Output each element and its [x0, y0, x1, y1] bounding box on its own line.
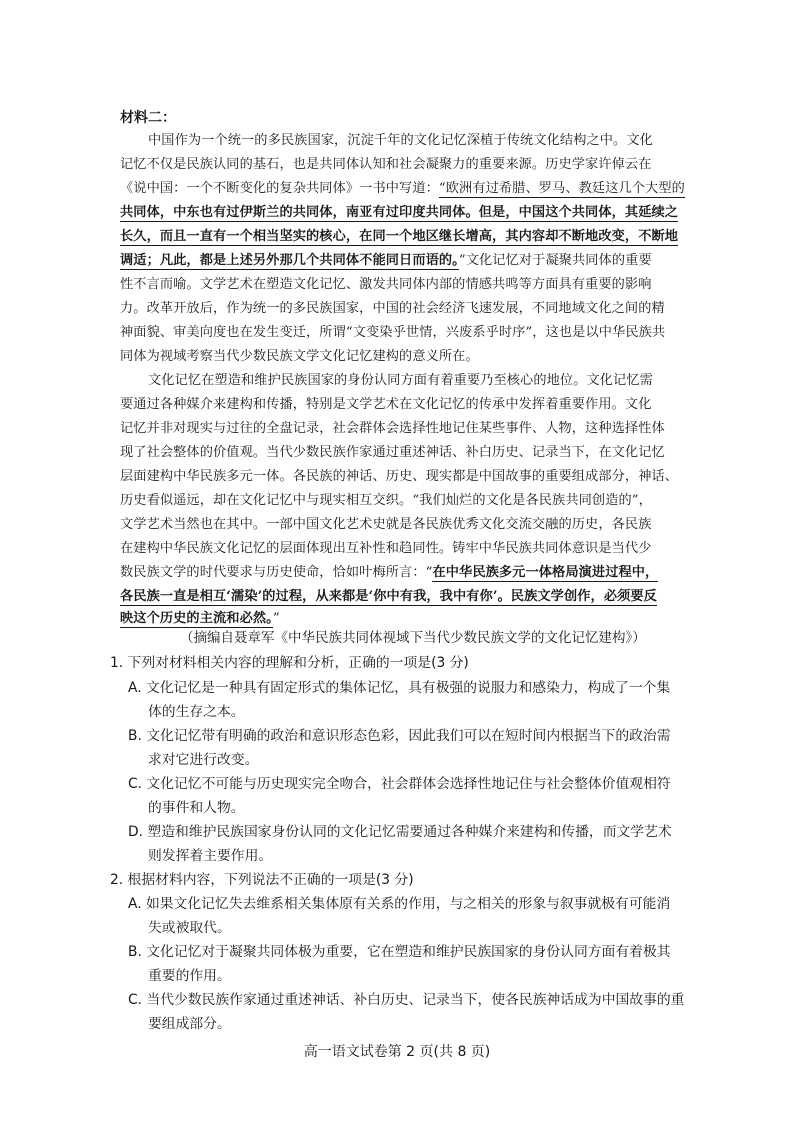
paragraph-line: 文化记忆在塑造和维护民族国家的身份认同方面有着重要乃至核心的地位。文化记忆需 — [148, 373, 653, 388]
underlined-quote: 长久，而且一直有一个相当坚实的核心，在同一个地区继长增高，其内容却不断地改变，不断地 — [120, 229, 679, 244]
paragraph-line: 神面貌、审美向度也在发生变迁，所谓“文变染乎世情，兴废系乎时序”，这也是以中华民族共 — [120, 325, 666, 340]
paragraph-line: 中国作为一个统一的多民族国家，沉淀千年的文化记忆深植于传统文化结构之中。文化 — [148, 133, 653, 148]
text-run: 数民族文学的时代要求与历史使命，恰如叶梅所言：“ — [120, 565, 433, 580]
option-a-continued: 失或被取代。 — [148, 920, 231, 936]
paragraph-line: 在建构中华民族文化记忆的层面体现出互补性和趋同性。铸牢中华民族共同体意识是当代少 — [120, 541, 652, 556]
paragraph-line — [120, 177, 710, 200]
option-d-continued: 则发挥着主要作用。 — [148, 848, 273, 864]
underlined-quote: 各民族一直是相互‘濡染’的过程，从来都是‘你中有我，我中有你’。民族文学创作，必须要反 — [120, 589, 657, 604]
underlined-quote: “欧洲有过希腊、罗马、教廷这几个大型的 — [438, 181, 685, 196]
option-c[interactable]: C. 当代少数民族作家通过重述神话、补白历史、记录当下，使各民族神话成为中国故事的重 — [128, 992, 685, 1008]
paragraph-line — [120, 585, 710, 608]
text-run: 《说中国：一个不断变化的复杂共同体》一书中写道： — [120, 181, 439, 196]
material-heading: 材料二： — [120, 110, 176, 126]
paragraph-line: 现了社会整体的价值观。当代少数民族作家通过重述神话、补白历史、记录当下，在文化记忆 — [120, 445, 665, 460]
underlined-quote: 映这个历史的主流和必然。 — [120, 611, 273, 626]
paragraph-line — [120, 249, 710, 272]
option-b-continued: 求对它进行改变。 — [148, 752, 259, 768]
paragraph-line: 文学艺术当然也在其中。一部中国文化艺术史就是各民族优秀文化交流交融的历史，各民族 — [120, 517, 652, 532]
option-a-continued: 体的生存之本。 — [148, 704, 245, 720]
option-a[interactable]: A. 文化记忆是一种具有固定形式的集体记忆，具有极强的说服力和感染力，构成了一个集 — [128, 680, 671, 696]
paragraph-line: 层面建构中华民族多元一体。各民族的神话、历史、现实都是中国故事的重要组成部分，神话、 — [120, 469, 679, 484]
underlined-quote: 调适；凡此，都是上述另外那几个共同体不能同日而语的。 — [120, 253, 459, 268]
paragraph-line: 记忆不仅是民族认同的基石，也是共同体认知和社会凝聚力的重要来源。历史学家许倬云在 — [120, 157, 652, 172]
paragraph-line: 力。改革开放后，作为统一的多民族国家，中国的社会经济飞速发展，不同地域文化之间的精 — [120, 301, 665, 316]
option-c-continued: 的事件和人物。 — [148, 800, 245, 816]
option-a[interactable]: A. 如果文化记忆失去维系相关集体原有关系的作用，与之相关的形象与叙事就极有可能消 — [128, 896, 671, 912]
source-citation: （摘编自聂章军《中华民族共同体视域下当代少数民族文学的文化记忆建构》） — [180, 630, 646, 646]
option-c-continued: 要组成部分。 — [148, 1016, 231, 1032]
option-b-continued: 重要的作用。 — [148, 968, 231, 984]
paragraph-line: 性不言而喻。文学艺术在塑造文化记忆、激发共同体内部的情感共鸣等方面具有重要的影响 — [120, 277, 652, 292]
paragraph-line — [120, 561, 710, 584]
paragraph-line: 同体为视域考察当代少数民族文学文化记忆建构的意义所在。 — [120, 349, 479, 364]
paragraph-line — [120, 201, 710, 224]
paragraph-line — [120, 225, 710, 248]
paragraph-line: 记忆并非对现实与过往的全盘记录，社会群体会选择性地记住某些事件、人物，这种选择性体 — [120, 421, 665, 436]
text-run: ”文化记忆对于凝聚共同体的重要 — [458, 253, 652, 268]
option-b[interactable]: B. 文化记忆对于凝聚共同体极为重要，它在塑造和维护民族国家的身份认同方面有着极其 — [128, 944, 671, 960]
paragraph-line: 历史看似遥远，却在文化记忆中与现实相互交织。“我们灿烂的文化是各民族共同创造的”， — [120, 493, 652, 508]
question-stem: 1. 下列对材料相关内容的理解和分析，正确的一项是(3 分) — [110, 655, 469, 671]
option-d[interactable]: D. 塑造和维护民族国家身份认同的文化记忆需要通过各种媒介来建构和传播，而文学艺术 — [128, 824, 672, 840]
underlined-quote: 共同体，中东也有过伊斯兰的共同体，南亚有过印度共同体。但是，中国这个共同体，其延续之 — [120, 205, 679, 220]
text-run: ” — [272, 611, 280, 626]
question-stem: 2. 根据材料内容，下列说法不正确的一项是(3 分) — [110, 872, 414, 888]
page-footer: 高一语文试卷第 2 页(共 8 页) — [303, 1044, 491, 1060]
paragraph-line: 要通过各种媒介来建构和传播，特别是文学艺术在文化记忆的传承中发挥着重要作用。文化 — [120, 397, 652, 412]
option-c[interactable]: C. 文化记忆不可能与历史现实完全吻合，社会群体会选择性地记住与社会整体价值观相符 — [128, 776, 671, 792]
underlined-quote: 在中华民族多元一体格局演进过程中， — [432, 565, 659, 580]
option-b[interactable]: B. 文化记忆带有明确的政治和意识形态色彩，因此我们可以在短时间内根据当下的政治需 — [128, 728, 671, 744]
